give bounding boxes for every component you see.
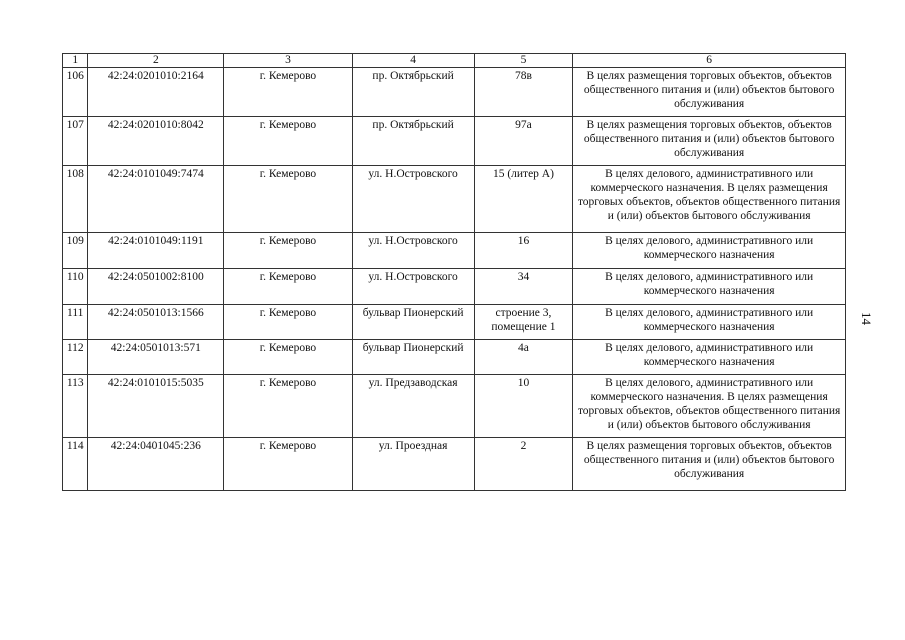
city: г. Кемерово — [224, 438, 352, 491]
city: г. Кемерово — [224, 305, 352, 340]
city: г. Кемерово — [224, 233, 352, 269]
table-row — [63, 375, 846, 438]
house-number: 34 — [474, 269, 573, 305]
cadastral-number: 42:24:0201010:2164 — [88, 68, 224, 117]
street: бульвар Пионерский — [352, 340, 474, 375]
city: г. Кемерово — [224, 166, 352, 233]
house-number: 4а — [474, 340, 573, 375]
house-number: 2 — [474, 438, 573, 491]
column-header-5: 5 — [474, 54, 573, 68]
row-number: 110 — [63, 269, 88, 305]
row-number: 107 — [63, 117, 88, 166]
table-row — [63, 117, 846, 166]
street: пр. Октябрьский — [352, 68, 474, 117]
row-number: 108 — [63, 166, 88, 233]
city: г. Кемерово — [224, 269, 352, 305]
column-header-6: 6 — [573, 54, 846, 68]
cadastral-number: 42:24:0501002:8100 — [88, 269, 224, 305]
street: ул. Предзаводская — [352, 375, 474, 438]
street: ул. Проездная — [352, 438, 474, 491]
cadastral-number: 42:24:0101049:7474 — [88, 166, 224, 233]
street: бульвар Пионерский — [352, 305, 474, 340]
table-row — [63, 340, 846, 375]
city: г. Кемерово — [224, 68, 352, 117]
street: пр. Октябрьский — [352, 117, 474, 166]
house-number: 78в — [474, 68, 573, 117]
city: г. Кемерово — [224, 117, 352, 166]
table-row — [63, 68, 846, 117]
house-number: 15 (литер А) — [474, 166, 573, 233]
cadastral-number: 42:24:0401045:236 — [88, 438, 224, 491]
page-number: 14 — [859, 312, 874, 325]
column-header-1: 1 — [63, 54, 88, 68]
column-header-2: 2 — [88, 54, 224, 68]
header-row — [63, 54, 846, 68]
cadastral-number: 42:24:0201010:8042 — [88, 117, 224, 166]
purpose: В целях делового, административного или коммерческого назначения — [573, 233, 846, 269]
purpose: В целях делового, административного или коммерческого назначения — [573, 305, 846, 340]
purpose: В целях делового, административного или коммерческого назначения — [573, 269, 846, 305]
purpose: В целях делового, административного или коммерческого назначения — [573, 340, 846, 375]
cadastral-number: 42:24:0501013:1566 — [88, 305, 224, 340]
cadastral-number: 42:24:0101015:5035 — [88, 375, 224, 438]
house-number: 10 — [474, 375, 573, 438]
property-table — [62, 53, 846, 491]
table-row — [63, 269, 846, 305]
house-number: 16 — [474, 233, 573, 269]
house-number: 97а — [474, 117, 573, 166]
street: ул. Н.Островского — [352, 233, 474, 269]
cadastral-number: 42:24:0501013:571 — [88, 340, 224, 375]
row-number: 112 — [63, 340, 88, 375]
purpose: В целях делового, административного или коммерческого назначения. В целях размещения торговых объектов, объектов общественного питания и (или) объектов бытового обслуживания — [573, 166, 846, 233]
cadastral-number: 42:24:0101049:1191 — [88, 233, 224, 269]
city: г. Кемерово — [224, 375, 352, 438]
row-number: 106 — [63, 68, 88, 117]
row-number: 111 — [63, 305, 88, 340]
row-number: 114 — [63, 438, 88, 491]
table-row — [63, 305, 846, 340]
row-number: 109 — [63, 233, 88, 269]
house-number: строение 3, помещение 1 — [474, 305, 573, 340]
column-header-3: 3 — [224, 54, 352, 68]
purpose: В целях размещения торговых объектов, объектов общественного питания и (или) объектов бытового обслуживания — [573, 438, 846, 491]
table-row — [63, 166, 846, 233]
purpose: В целях делового, административного или коммерческого назначения. В целях размещения торговых объектов, объектов общественного питания и (или) объектов бытового обслуживания — [573, 375, 846, 438]
purpose: В целях размещения торговых объектов, объектов общественного питания и (или) объектов бытового обслуживания — [573, 68, 846, 117]
row-number: 113 — [63, 375, 88, 438]
table-row — [63, 233, 846, 269]
street: ул. Н.Островского — [352, 166, 474, 233]
purpose: В целях размещения торговых объектов, объектов общественного питания и (или) объектов бытового обслуживания — [573, 117, 846, 166]
street: ул. Н.Островского — [352, 269, 474, 305]
city: г. Кемерово — [224, 340, 352, 375]
column-header-4: 4 — [352, 54, 474, 68]
table-row — [63, 438, 846, 491]
